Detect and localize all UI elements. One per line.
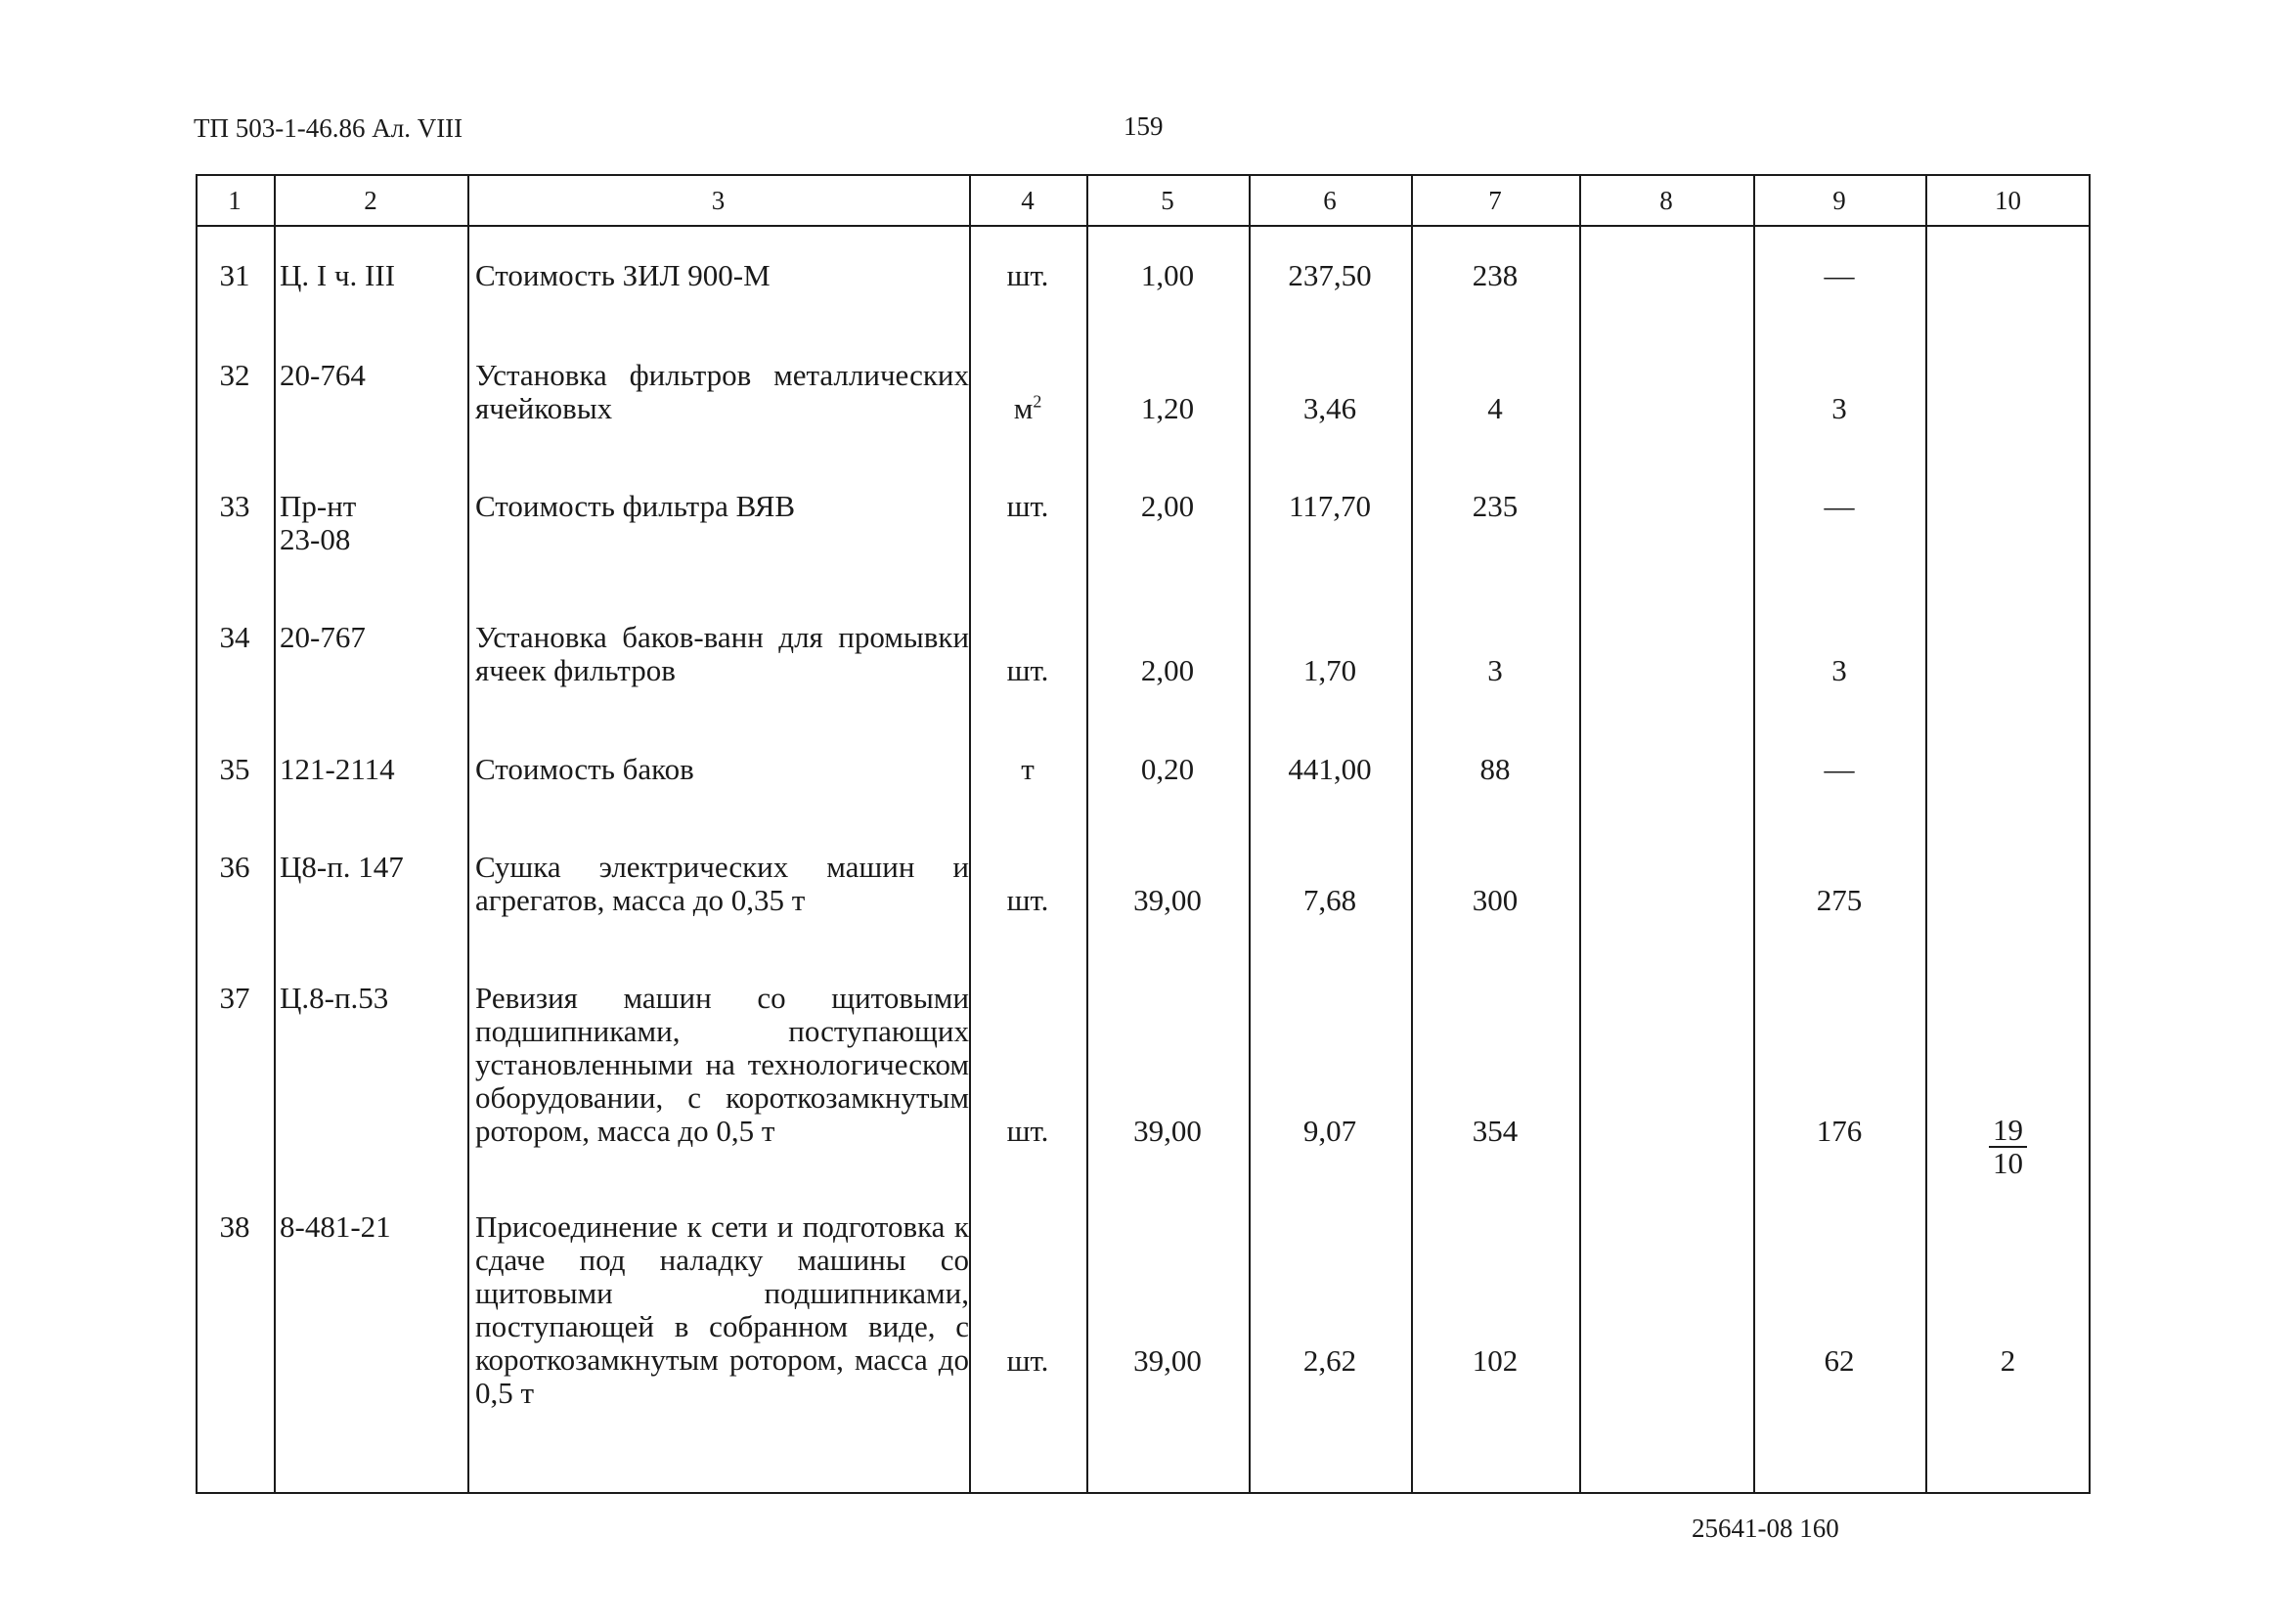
work-description: Стоимость ЗИЛ 900-М bbox=[475, 258, 771, 292]
fraction-value bbox=[1925, 1115, 2091, 1180]
quantity: 39,00 bbox=[1133, 883, 1202, 917]
column-rule bbox=[1925, 174, 1927, 1494]
row-number: 38 bbox=[219, 1209, 250, 1244]
unit: шт. bbox=[1006, 653, 1049, 687]
rate-code: 121-2114 bbox=[280, 752, 395, 786]
column-number: 10 bbox=[1995, 186, 2021, 215]
work-description: Установка баков-ванн для промывки ячеек фильтров bbox=[475, 620, 969, 687]
total-cost: 88 bbox=[1479, 752, 1511, 786]
unit-price: 1,70 bbox=[1302, 653, 1357, 687]
quantity: 39,00 bbox=[1133, 1114, 1202, 1148]
unit-price: 2,62 bbox=[1302, 1343, 1357, 1378]
total-cost: 238 bbox=[1472, 258, 1519, 292]
unit: шт. bbox=[1006, 1343, 1049, 1378]
column-number: 7 bbox=[1488, 186, 1502, 215]
document-code: ТП 503-1-46.86 Ал. VIII bbox=[194, 113, 463, 143]
unit-price: 237,50 bbox=[1288, 258, 1372, 292]
wages: 176 bbox=[1816, 1114, 1863, 1148]
column-rule bbox=[969, 174, 971, 1494]
total-cost: 3 bbox=[1487, 653, 1503, 687]
unit: т bbox=[1021, 752, 1035, 786]
wages: — bbox=[1824, 752, 1855, 786]
page-number: 159 bbox=[1124, 111, 1164, 141]
row-number: 37 bbox=[219, 981, 250, 1015]
quantity: 1,00 bbox=[1140, 258, 1195, 292]
column-rule bbox=[1411, 174, 1413, 1494]
work-description: Стоимость баков bbox=[475, 752, 694, 786]
total-cost: 354 bbox=[1472, 1114, 1519, 1148]
table-border-right bbox=[2089, 174, 2091, 1494]
work-description: Сушка электрических машин и агрегатов, масса до 0,35 т bbox=[475, 850, 969, 917]
column-rule bbox=[1086, 174, 1088, 1494]
unit bbox=[969, 392, 1086, 425]
unit: шт. bbox=[1006, 258, 1049, 292]
row-number: 33 bbox=[219, 489, 250, 523]
column-number: 2 bbox=[364, 186, 377, 215]
total-cost: 235 bbox=[1472, 489, 1519, 523]
unit: шт. bbox=[1006, 883, 1049, 917]
rate-code: Пр-нт 23-08 bbox=[280, 489, 357, 556]
work-description: Присоединение к сети и подготовка к сдаче под наладку машины со щитовыми подшипниками, поступающей в собранном виде, с короткозамкнутым ротором, масса до 0,5 т bbox=[475, 1209, 969, 1410]
row-number: 36 bbox=[219, 850, 250, 884]
total-cost: 102 bbox=[1472, 1343, 1519, 1378]
column-number: 3 bbox=[711, 186, 726, 215]
fraction-denominator: 10 bbox=[1993, 1146, 2023, 1180]
total-cost: 300 bbox=[1472, 883, 1519, 917]
unit-price: 3,46 bbox=[1302, 391, 1357, 425]
rate-code: Ц.8-п.53 bbox=[280, 981, 389, 1015]
quantity: 2,00 bbox=[1140, 653, 1195, 687]
column-rule bbox=[1579, 174, 1581, 1494]
fraction-numerator: 19 bbox=[1989, 1115, 2027, 1148]
quantity: 0,20 bbox=[1140, 752, 1195, 786]
wages: 3 bbox=[1831, 653, 1847, 687]
row-number: 34 bbox=[219, 620, 250, 654]
unit: шт. bbox=[1006, 489, 1049, 523]
rate-code: 20-764 bbox=[280, 358, 366, 392]
row-number: 31 bbox=[219, 258, 250, 292]
column-rule bbox=[274, 174, 276, 1494]
column-rule bbox=[467, 174, 469, 1494]
column-rule bbox=[1753, 174, 1755, 1494]
footer-code: 25641-08 160 bbox=[1692, 1514, 1839, 1543]
work-description: Установка фильтров металлических ячейковых bbox=[475, 358, 969, 425]
wages: 275 bbox=[1816, 883, 1863, 917]
fraction bbox=[1989, 1115, 2027, 1179]
quantity: 2,00 bbox=[1140, 489, 1195, 523]
header-rule bbox=[196, 225, 2091, 227]
total-cost: 4 bbox=[1487, 391, 1503, 425]
unit: шт. bbox=[1006, 1114, 1049, 1148]
wages: — bbox=[1824, 489, 1855, 523]
table-border-bottom bbox=[196, 1492, 2091, 1494]
unit-price: 441,00 bbox=[1288, 752, 1372, 786]
column-10-value: 2 bbox=[2000, 1343, 2016, 1378]
row-number: 35 bbox=[219, 752, 250, 786]
work-description: Ревизия машин со щитовыми подшипниками, поступающих установленными на технологическом оборудовании, с короткозамкнутым ротором, масса до 0,5 т bbox=[475, 981, 969, 1148]
rate-code: Ц. I ч. III bbox=[280, 258, 396, 292]
work-description: Стоимость фильтра ВЯВ bbox=[475, 489, 796, 523]
estimate-table bbox=[196, 174, 2091, 1494]
rate-code: 8-481-21 bbox=[280, 1209, 391, 1244]
unit-price: 7,68 bbox=[1302, 883, 1357, 917]
wages: 3 bbox=[1831, 391, 1847, 425]
column-number: 8 bbox=[1659, 186, 1673, 215]
wages: 62 bbox=[1824, 1343, 1855, 1378]
unit-exponent: 2 bbox=[1033, 391, 1042, 412]
rate-code: 20-767 bbox=[280, 620, 366, 654]
unit-price: 117,70 bbox=[1288, 489, 1372, 523]
column-rule bbox=[1249, 174, 1251, 1494]
column-number: 4 bbox=[1021, 186, 1035, 215]
column-number: 6 bbox=[1323, 186, 1337, 215]
wages: — bbox=[1824, 258, 1855, 292]
unit-base: м bbox=[1013, 391, 1034, 425]
quantity: 1,20 bbox=[1140, 391, 1195, 425]
column-number: 9 bbox=[1832, 186, 1846, 215]
rate-code: Ц8-п. 147 bbox=[280, 850, 404, 884]
unit-price: 9,07 bbox=[1302, 1114, 1357, 1148]
table-border-top bbox=[196, 174, 2091, 176]
row-number: 32 bbox=[219, 358, 250, 392]
quantity: 39,00 bbox=[1133, 1343, 1202, 1378]
column-number: 1 bbox=[228, 186, 242, 215]
column-number: 5 bbox=[1161, 186, 1174, 215]
